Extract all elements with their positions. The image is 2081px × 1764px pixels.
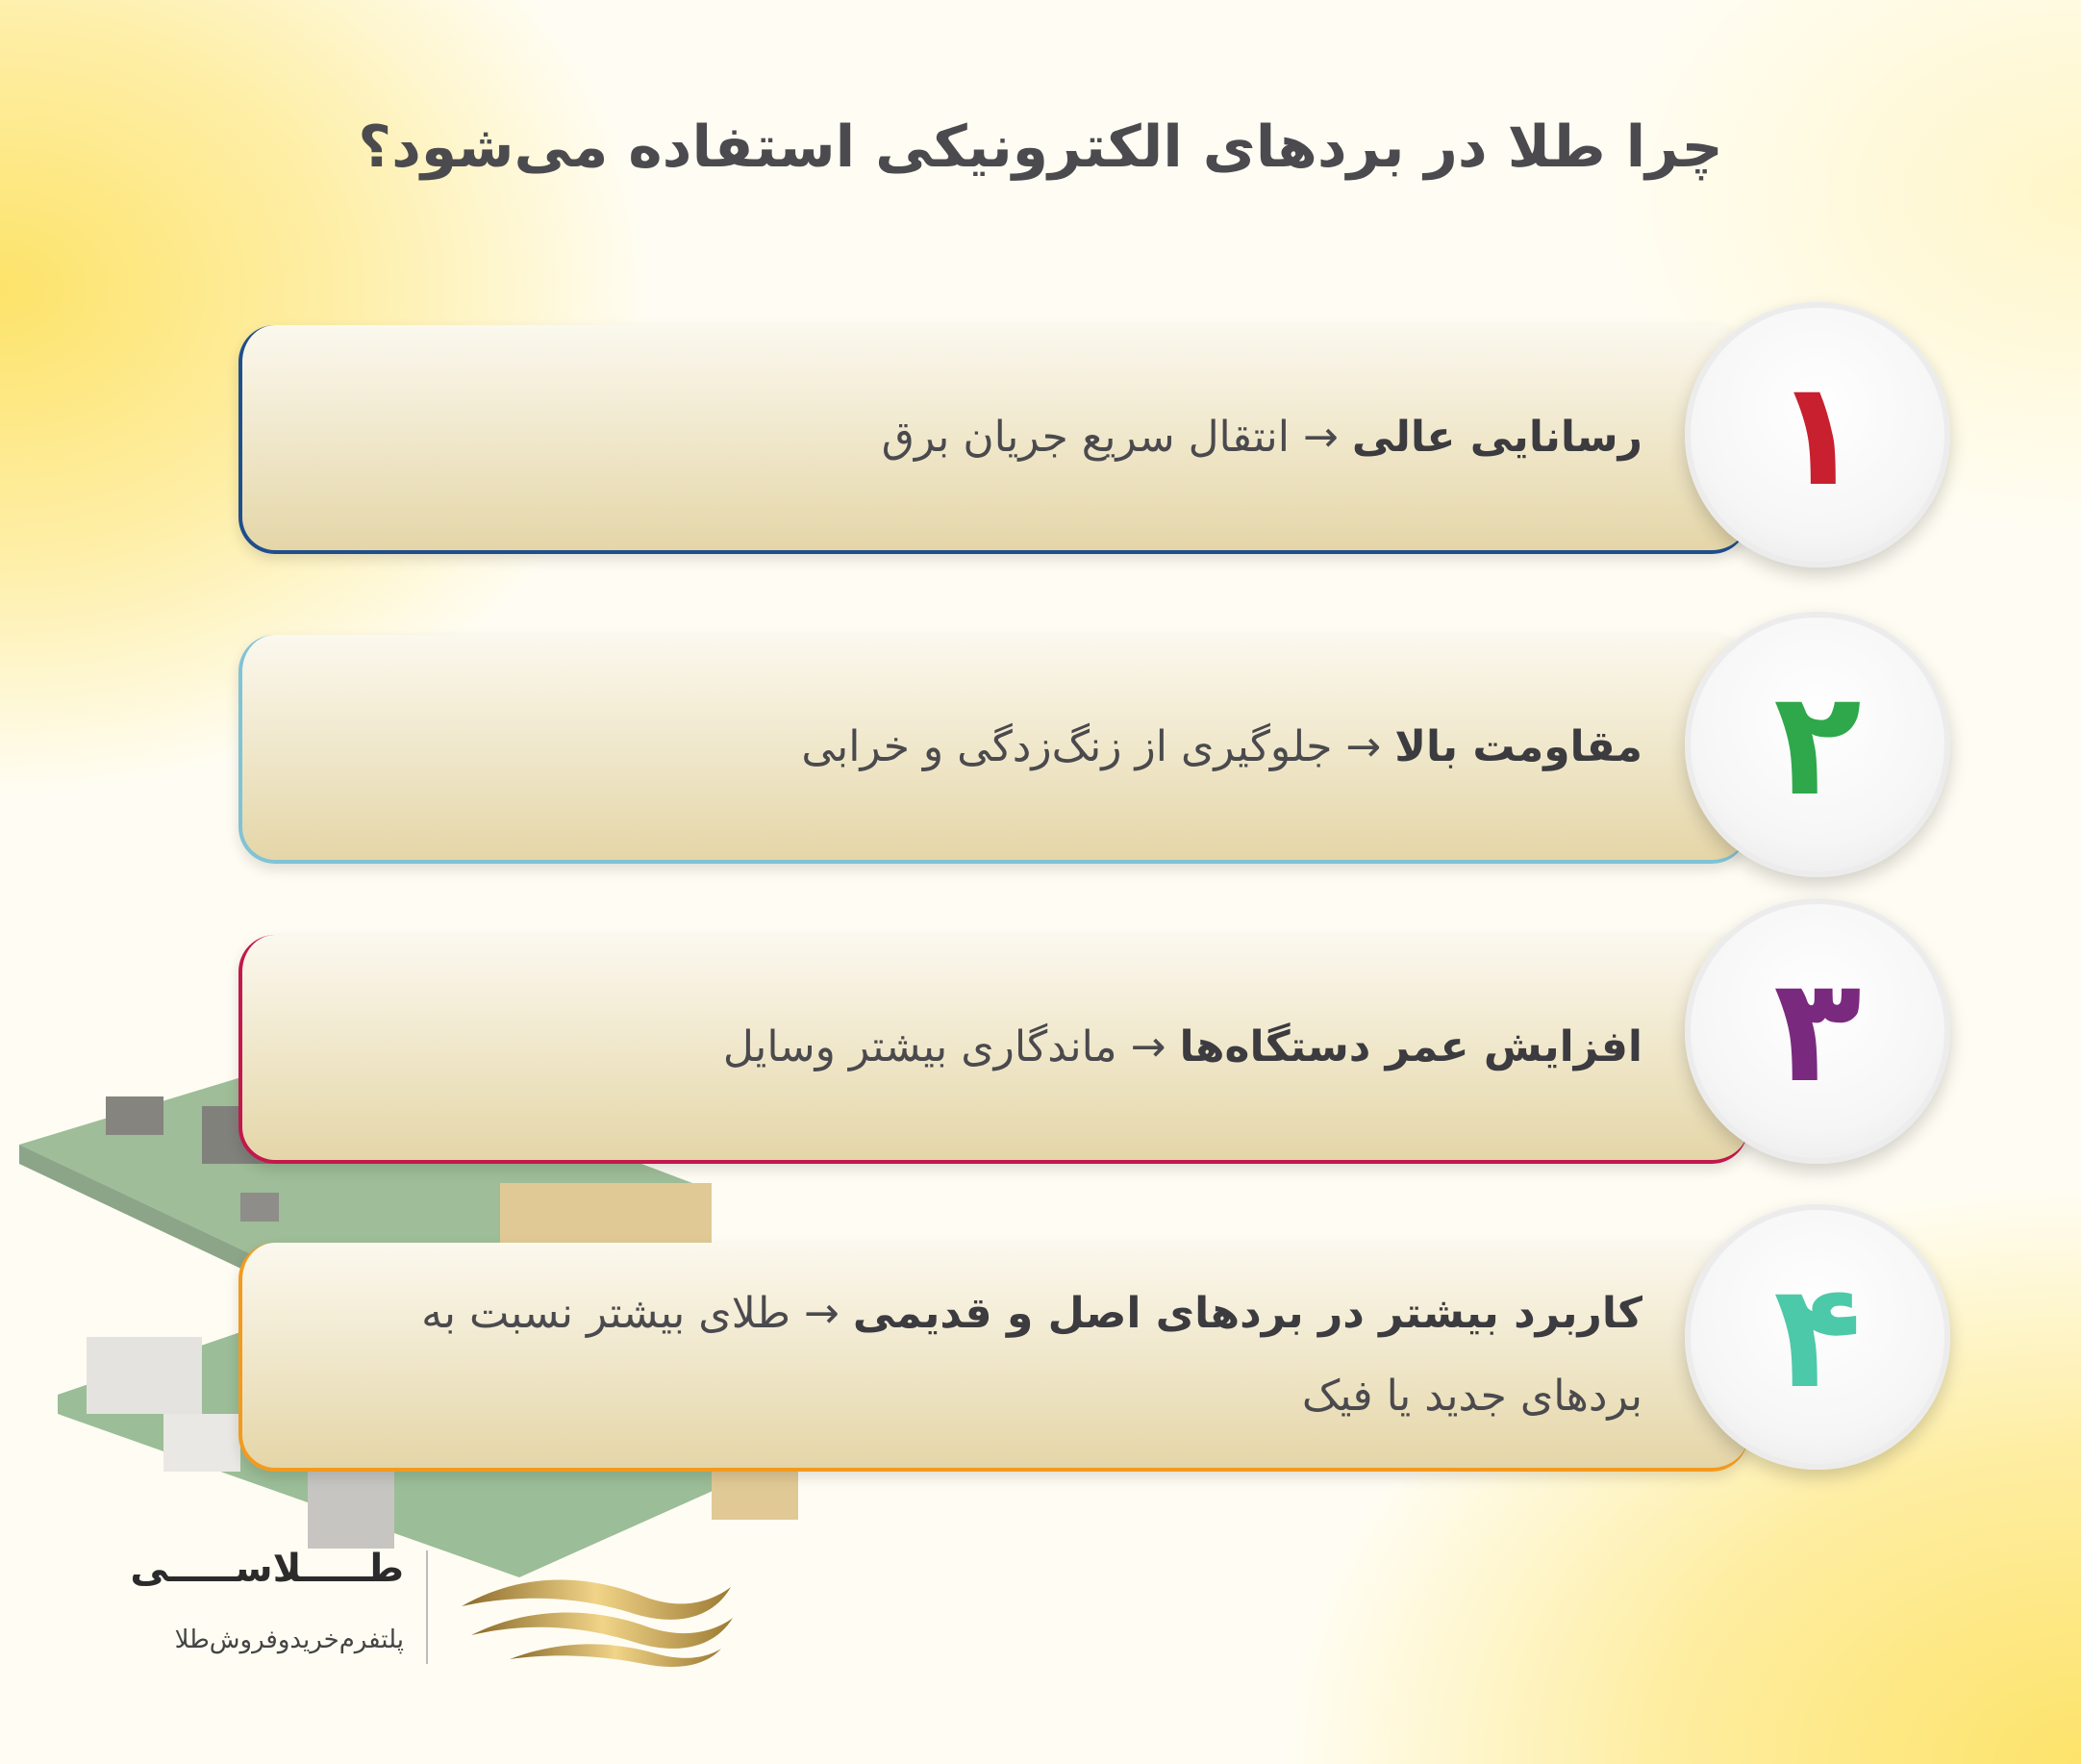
logo-divider [426,1550,428,1664]
reason-text: کاربرد بیشتر در بردهای اصل و قدیمی → طلای بیشتر نسبت به بردهای جدید یا فیک [421,1289,1642,1421]
number-digit: ۱ [1773,351,1862,518]
reason-card-1 [238,325,1748,554]
reason-card-2 [238,635,1748,864]
reason-text: افزایش عمر دستگاه‌ها → ماندگاری بیشتر وسایل [722,1022,1642,1071]
number-badge-3 [1685,898,1950,1164]
page-title: چرا طلا در بردهای الکترونیکی استفاده می‌شود؟ [358,113,1723,181]
reason-text: مقاومت بالا → جلوگیری از زنگ‌زدگی و خرابی [801,722,1642,771]
reason-text: رسانایی عالی → انتقال سریع جریان برق [881,413,1642,462]
number-digit: ۲ [1773,661,1862,828]
reason-card-3 [238,935,1748,1164]
number-digit: ۴ [1773,1253,1862,1421]
gold-wave-logo-icon [452,1558,740,1669]
number-badge-1 [1685,302,1950,567]
number-digit: ۳ [1773,947,1862,1115]
number-badge-2 [1685,612,1950,877]
logo-subtitle: پلتفرم‌خرید‌و‌فروش‌طلا [174,1625,404,1654]
reason-card-4 [238,1243,1748,1472]
number-badge-4 [1685,1204,1950,1470]
logo-name: طـــــلاســـــی [130,1547,404,1591]
